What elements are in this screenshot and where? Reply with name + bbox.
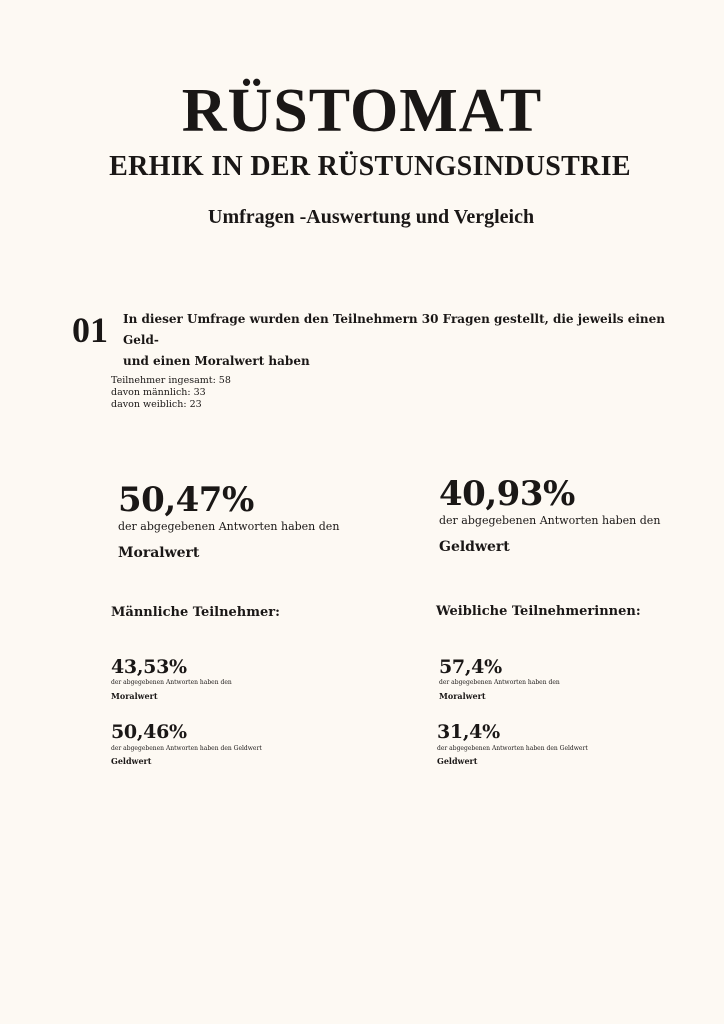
male-money-block [111, 721, 262, 766]
female-money-percent: 31,4% [437, 721, 500, 743]
female-money-description: der abgegebenen Antworten haben den Geldwert [437, 745, 588, 752]
intro-line-2: und einen Moralwert haben [123, 354, 310, 368]
overall-moral-description: der abgegebenen Antworten haben den [118, 520, 340, 533]
female-money-block [437, 721, 588, 766]
intro-line-1: In dieser Umfrage wurden den Teilnehmern 30 Fragen gestellt, die jeweils einen Geld- [123, 312, 666, 347]
female-moral-block [439, 656, 560, 701]
overall-moral-block [118, 480, 339, 562]
male-moral-block [111, 656, 232, 701]
male-moral-label: Moralwert [111, 691, 158, 701]
overall-money-description: der abgegebenen Antworten haben den [439, 514, 661, 527]
male-money-description: der abgegebenen Antworten haben den Geldwert [111, 745, 262, 752]
male-money-percent: 50,46% [111, 721, 187, 743]
overall-moral-percent: 50,47% [118, 480, 254, 520]
female-moral-percent: 57,4% [439, 656, 502, 678]
stat-total: Teilnehmer ingesamt: 58 [111, 375, 231, 386]
male-money-label: Geldwert [111, 756, 152, 766]
document-title: RÜSTOMAT [181, 77, 543, 145]
participant-stats [111, 375, 231, 411]
male-group-title: Männliche Teilnehmer: [111, 605, 280, 620]
document-subtitle: ERHIK IN DER RÜSTUNGSINDUSTRIE [109, 151, 631, 182]
overall-moral-label: Moralwert [118, 545, 200, 561]
overall-money-percent: 40,93% [439, 474, 575, 514]
stat-female: davon weiblich: 23 [111, 399, 202, 410]
female-money-label: Geldwert [437, 756, 478, 766]
female-group-title: Weibliche Teilnehmerinnen: [436, 604, 641, 619]
male-moral-percent: 43,53% [111, 656, 187, 678]
overall-money-label: Geldwert [439, 539, 510, 555]
section-number: 01 [72, 310, 108, 350]
stat-male: davon männlich: 33 [111, 387, 206, 398]
overall-money-block [439, 474, 660, 556]
section-heading: Umfragen -Auswertung und Vergleich [208, 206, 535, 228]
female-moral-label: Moralwert [439, 691, 486, 701]
male-moral-description: der abgegebenen Antworten haben den [111, 679, 232, 686]
intro-text [123, 309, 683, 372]
female-moral-description: der abgegebenen Antworten haben den [439, 679, 560, 686]
